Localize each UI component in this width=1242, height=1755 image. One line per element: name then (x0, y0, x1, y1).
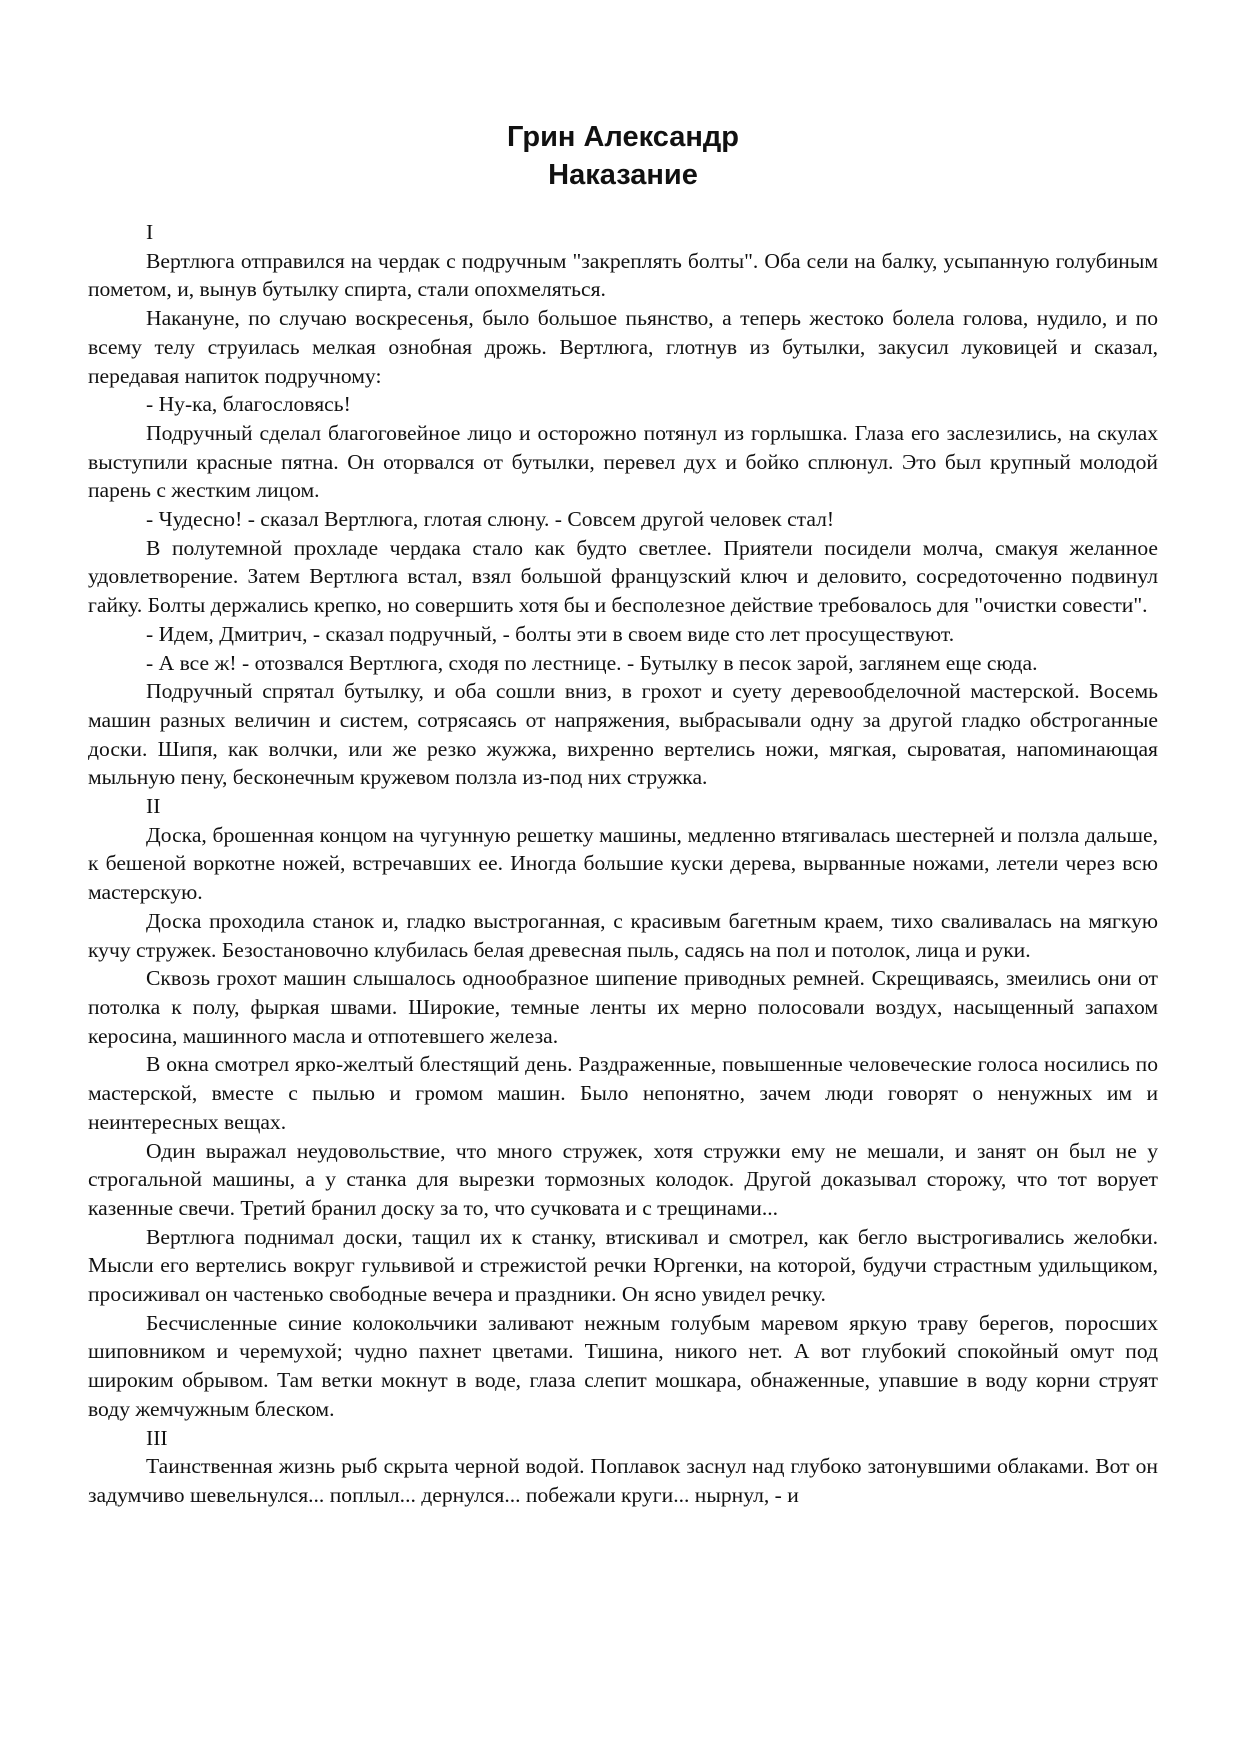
paragraph: Накануне, по случаю воскресенья, было большое пьянство, а теперь жестоко болела голова, нудило, и по всему телу струилась мелкая ознобная дрожь. Вертлюга, глотнув из бутылки, закусил луковицей и сказал, передавая напиток подручному: (88, 306, 1158, 388)
author-name: Грин Александр (507, 121, 739, 153)
document-body (88, 218, 1158, 1510)
document-page (88, 118, 1158, 1510)
document-heading (88, 118, 1158, 194)
paragraph: В окна смотрел ярко-желтый блестящий день. Раздраженные, повышенные человеческие голоса носились по мастерской, вместе с пылью и громом машин. Было непонятно, зачем люди говорят о ненужных им и неинтересных вещах. (88, 1052, 1158, 1134)
paragraph: Доска проходила станок и, гладко выстроганная, с красивым багетным краем, тихо сваливалась на мягкую кучу стружек. Безостановочно клубилась белая древесная пыль, садясь на пол и потолок, лица и руки. (88, 908, 1158, 962)
paragraph: Подручный сделал благоговейное лицо и осторожно потянул из горлышка. Глаза его заслезились, на скулах выступили красные пятна. Он оторвался от бутылки, перевел дух и бойко сплюнул. Это был крупный молодой парень с жестким лицом. (88, 420, 1158, 503)
paragraph: В полутемной прохладе чердака стало как будто светлее. Приятели посидели молча, смакуя желанное удовлетворение. Затем Вертлюга встал, взял большой французский ключ и деловито, сосредоточенно подвинул гайку. Болты держались крепко, но совершить хотя бы и бесполезное действие требовалось для "очистки совести". (88, 535, 1158, 618)
paragraph: Подручный спрятал бутылку, и оба сошли вниз, в грохот и суету деревообделочной мастерской. Восемь машин разных величин и систем, сотрясаясь от напряжения, выбрасывали одну за другой гладко обстроганные доски. Шипя, как волчки, или же резко жужжа, вихренно вертелись ножи, мягкая, сыроватая, напоминающая мыльную пену, бесконечным кружевом ползла из-под них стружка. (88, 679, 1158, 790)
paragraph: Сквозь грохот машин слышалось однообразное шипение приводных ремней. Скрещиваясь, змеились они от потолка к полу, фыркая швами. Широкие, темные ленты их мерно полосовали воздух, насыщенный запахом керосина, машинного масла и отпотевшего железа. (88, 966, 1158, 1048)
paragraph: - Идем, Дмитрич, - сказал подручный, - болты эти в своем виде сто лет просуществуют. (146, 621, 955, 646)
paragraph: Вертлюга поднимал доски, тащил их к станку, втискивал и смотрел, как бегло выстрогивались желобки. Мысли его вертелись вокруг гульвивой и стрежистой речки Юргенки, на которой, будучи страстным удильщиком, просиживал он частенько свободные вечера и праздники. Он ясно увидел речку. (88, 1224, 1158, 1307)
paragraph: - А все ж! - отозвался Вертлюга, сходя по лестнице. - Бутылку в песок зарой, заглянем еще сюда. (146, 650, 1038, 675)
paragraph: Доска, брошенная концом на чугунную решетку машины, медленно втягивалась шестерней и ползла дальше, к бешеной воркотне ножей, встречавших ее. Иногда большие куски дерева, вырванные ножами, летели через всю мастерскую. (88, 822, 1158, 905)
chapter-number: I (146, 220, 154, 244)
paragraph: Один выражал неудовольствие, что много стружек, хотя стружки ему не мешали, и занят он был не у строгальной машины, а у станка для вырезки тормозных колодок. Другой доказывал сторожу, что тот ворует казенные свечи. Третий бранил доску за то, что сучковата и с трещинами... (88, 1138, 1158, 1220)
paragraph: Вертлюга отправился на чердак с подручным "закреплять болты". Оба сели на балку, усыпанную голубиным пометом, и, вынув бутылку спирта, стали опохмеляться. (88, 248, 1158, 302)
paragraph: Таинственная жизнь рыб скрыта черной водой. Поплавок заснул над глубоко затонувшими облаками. Вот он задумчиво шевельнулся... поплыл... дернулся... побежали круги... нырнул, - и (88, 1454, 1158, 1507)
paragraph: - Чудесно! - сказал Вертлюга, глотая слюну. - Совсем другой человек стал! (146, 507, 835, 532)
book-title: Наказание (548, 159, 698, 191)
paragraph: Бесчисленные синие колокольчики заливают нежным голубым маревом яркую траву берегов, поросших шиповником и черемухой; чудно пахнет цветами. Тишина, никого нет. А вот глубокий спокойный омут под широким обрывом. Там ветки мокнут в воде, глаза слепит мошкара, обнаженные, упавшие в воду корни струят воду жемчужным блеском. (88, 1310, 1158, 1421)
paragraph: - Ну-ка, благословясь! (146, 392, 351, 417)
chapter-number: II (146, 794, 161, 819)
chapter-number: III (146, 1425, 168, 1450)
